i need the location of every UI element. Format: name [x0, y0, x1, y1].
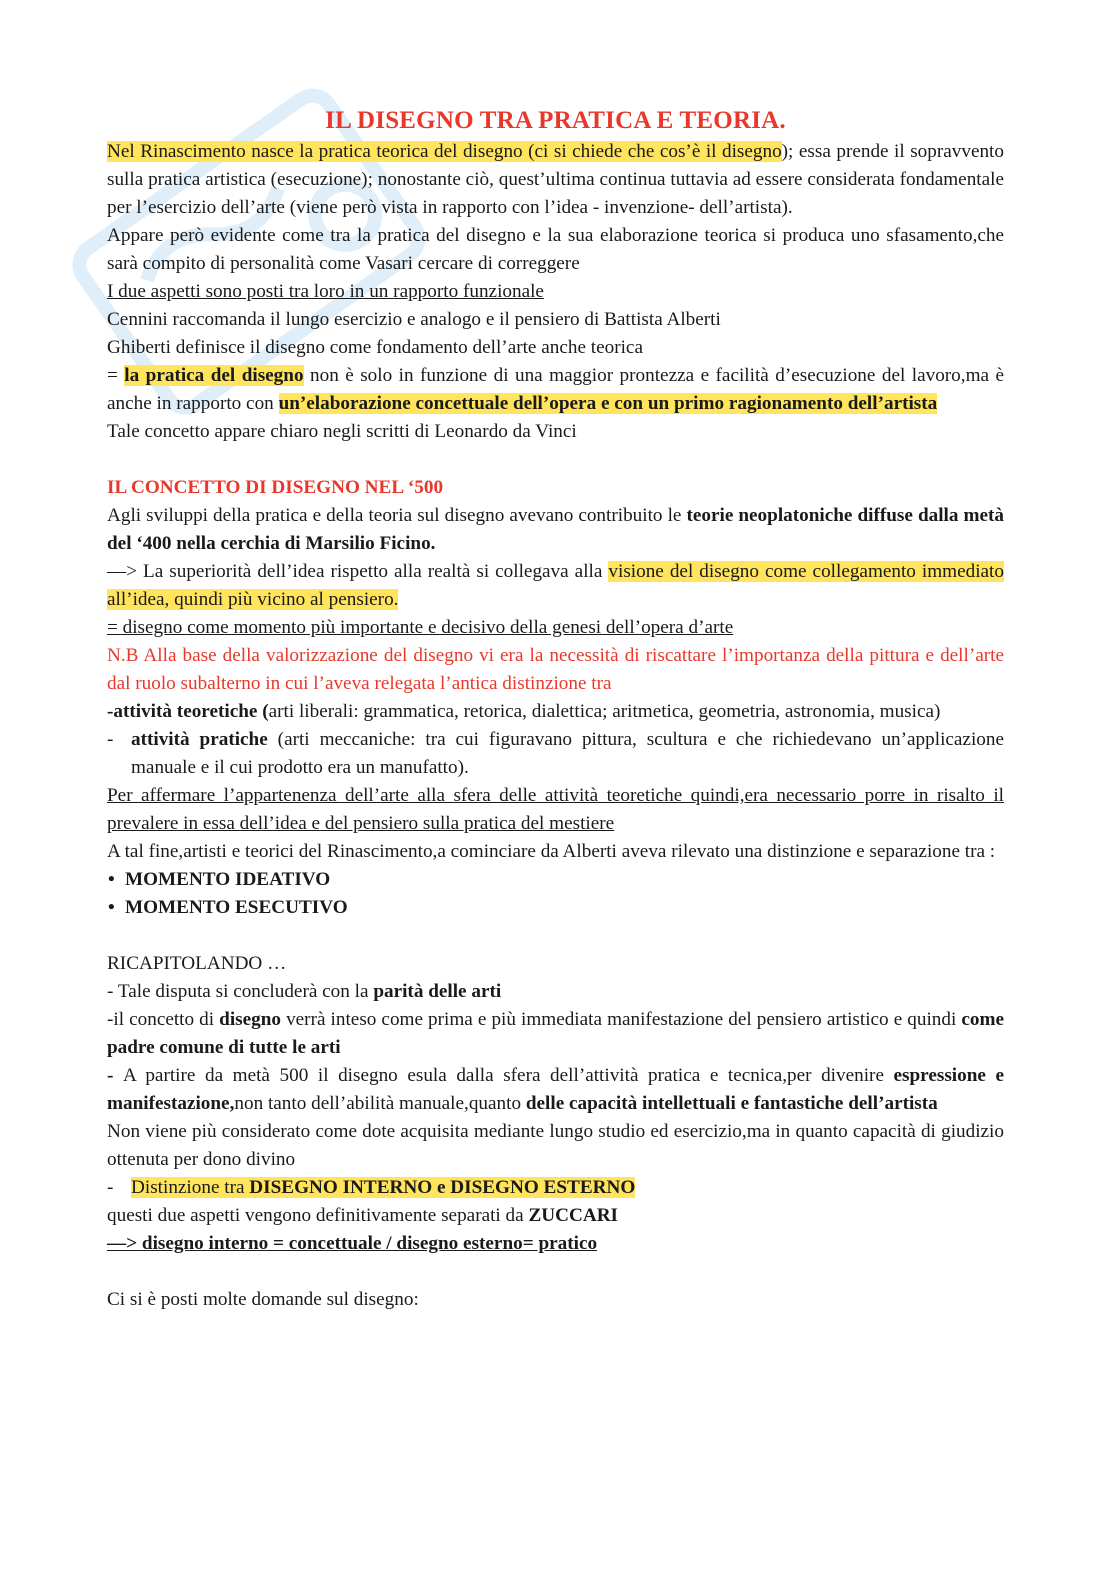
paragraph-genesi: = disegno come momento più importante e decisivo della genesi dell’opera d’arte: [107, 617, 734, 638]
paragraph-pratica: = la pratica del disegno non è solo in funzione di una maggior prontezza e facilità d’esecuzione del lavoro,ma è anche in rapporto con un’elaborazione concettuale dell’opera e con un primo ragionamento dell’artista: [107, 365, 1004, 414]
paragraph-neoplatoniche: Agli sviluppi della pratica e della teoria sul disegno avevano contribuito le teorie neoplatoniche diffuse dalla metà del ‘400 nella cerchia di Marsilio Ficino.: [107, 505, 1005, 554]
paragraph-nota-bene: N.B Alla base della valorizzazione del disegno vi era la necessità di riscattare l’importanza della pittura e dell’arte dal ruolo subalterno in cui l’aveva relegata l’antica distinzione tra: [107, 645, 1004, 694]
list-item: • MOMENTO IDEATIVO: [125, 866, 1004, 894]
paragraph-dono-divino: Non viene più considerato come dote acquisita mediante lungo studio ed esercizio,ma in quanto capacità di giudizio ottenuta per dono divino: [107, 1121, 1004, 1170]
paragraph-ghiberti: Ghiberti definisce il disegno come fondamento dell’arte anche teorica: [107, 337, 643, 358]
paragraph-cennini: Cennini raccomanda il lungo esercizio e analogo e il pensiero di Battista Alberti: [107, 309, 721, 330]
document-title: IL DISEGNO TRA PRATICA E TEORIA.: [325, 107, 786, 134]
paragraph-domande: Ci si è posti molte domande sul disegno:: [107, 1289, 419, 1310]
paragraph-intro: Nel Rinascimento nasce la pratica teorica del disegno (ci si chiede che cos’è il disegno); essa prende il sopravvento sulla pratica artistica (esecuzione); nonostante ciò, quest’ultima continua tuttavia ad essere considerata fondamentale per l’esercizio dell’arte (viene però vista in rapporto con l’idea - invenzione- dell’artista).: [107, 141, 1004, 218]
moments-list: [107, 866, 1004, 922]
paragraph-zuccari: questi due aspetti vengono definitivamente separati da ZUCCARI: [107, 1205, 619, 1226]
paragraph-leonardo: Tale concetto appare chiaro negli scritti di Leonardo da Vinci: [107, 421, 577, 442]
paragraph-superiorita: —> La superiorità dell’idea rispetto alla realtà si collegava alla visione del disegno come collegamento immediato all’idea, quindi più vicino al pensiero.: [107, 561, 1004, 610]
paragraph-appartenenza: Per affermare l’appartenenza dell’arte alla sfera delle attività teoretiche quindi,era necessario porre in risalto il prevalere in essa dell’idea e del pensiero sulla pratica del mestiere: [107, 785, 1004, 834]
section-title-ricapitolando: RICAPITOLANDO …: [107, 953, 287, 974]
paragraph-sfasamento: Appare però evidente come tra la pratica del disegno e la sua elaborazione teorica si produca uno sfasamento,che sarà compito di personalità come Vasari cercare di correggere: [107, 225, 1004, 274]
paragraph-interno-esterno: —> disegno interno = concettuale / disegno esterno= pratico: [107, 1233, 598, 1254]
paragraph-concetto-disegno: -il concetto di disegno verrà inteso come prima e più immediata manifestazione del pensiero artistico e quindi come padre comune di tutte le arti: [107, 1009, 1004, 1058]
list-item-distinzione: - Distinzione tra DISEGNO INTERNO e DISEGNO ESTERNO: [107, 1177, 636, 1198]
document-page: [107, 104, 1004, 1314]
paragraph-rapporto: I due aspetti sono posti tra loro in un rapporto funzionale: [107, 281, 544, 302]
list-item: • MOMENTO ESECUTIVO: [125, 894, 1004, 922]
section-title-500: IL CONCETTO DI DISEGNO NEL ‘500: [107, 477, 444, 498]
paragraph-alberti: A tal fine,artisti e teorici del Rinascimento,a cominciare da Alberti aveva rilevato una distinzione e separazione tra :: [107, 841, 996, 862]
paragraph-teoretiche: -attività teoretiche (arti liberali: grammatica, retorica, dialettica; aritmetica, geometria, astronomia, musica): [107, 701, 941, 722]
paragraph-parita: - Tale disputa si concluderà con la parità delle arti: [107, 981, 502, 1002]
list-item-pratiche: - attività pratiche (arti meccaniche: tra cui figuravano pittura, scultura e che richiedevano un’applicazione manuale e il cui prodotto era un manufatto).: [107, 729, 1004, 778]
paragraph-meta-500: - A partire da metà 500 il disegno esula dalla sfera dell’attività pratica e tecnica,per divenire espressione e manifestazione,non tanto dell’abilità manuale,quanto delle capacità intellettuali e fantastiche dell’artista: [107, 1065, 1005, 1114]
